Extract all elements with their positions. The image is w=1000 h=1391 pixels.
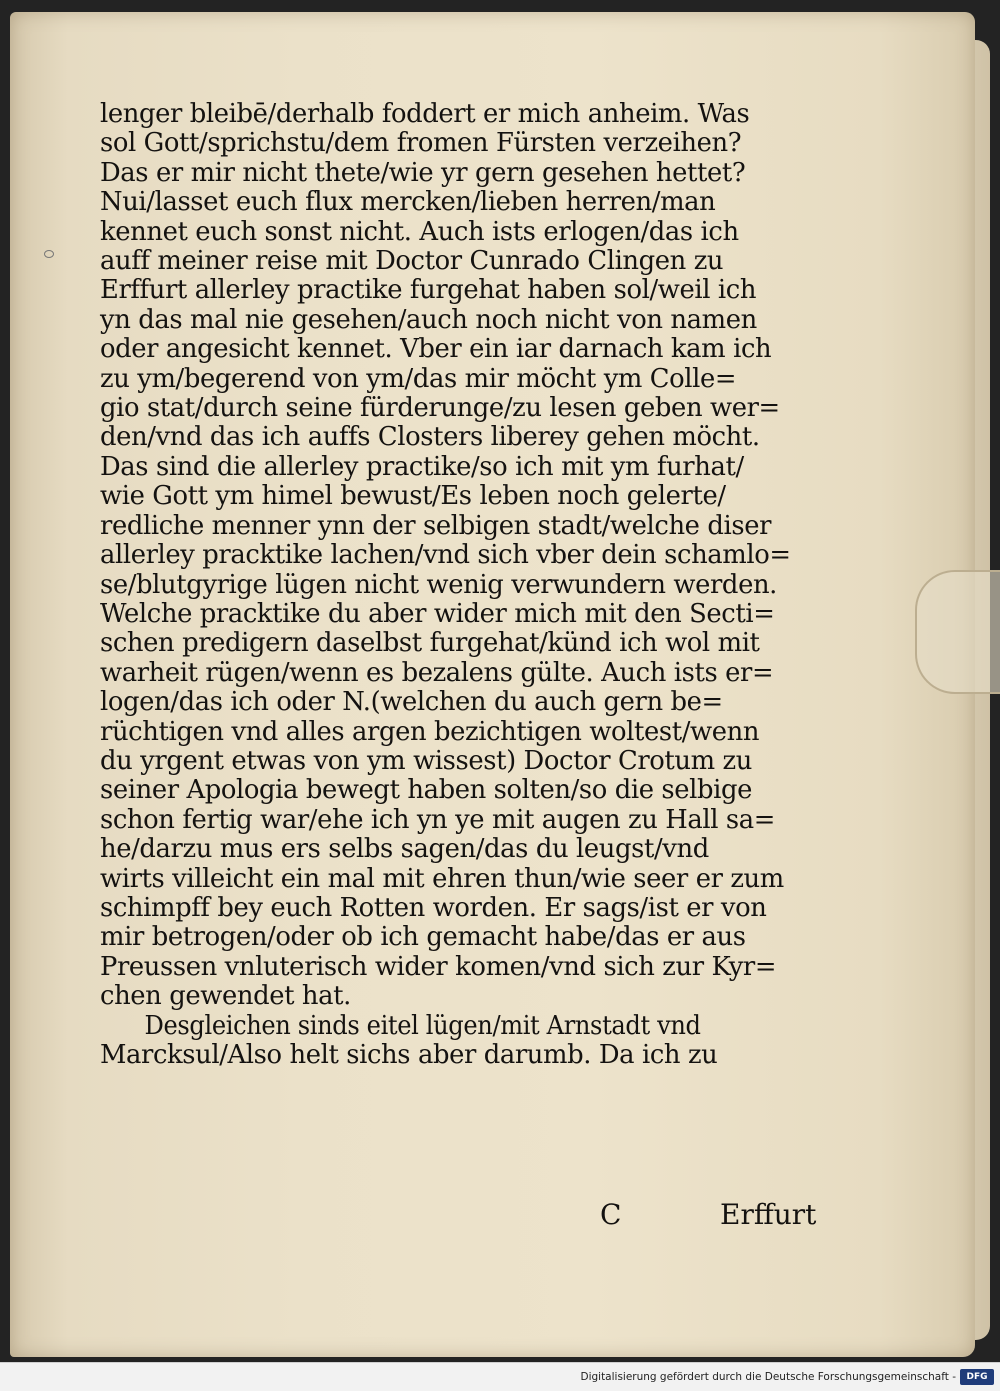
funding-notice: Digitalisierung gefördert durch die Deutsche Forschungsgemeinschaft -	[580, 1371, 956, 1383]
page-text	[100, 100, 835, 1070]
text-line: Das er mir nicht thete/wie yr gern gesehen hettet?	[100, 157, 746, 188]
text-line: Das sind die allerley practike/so ich mit ym furhat/	[100, 451, 744, 482]
text-line: rüchtigen vnd alles argen bezichtigen woltest/wenn	[100, 716, 760, 747]
text-line: Preussen vnluterisch wider komen/vnd sich zur Kyr=	[100, 951, 777, 982]
text-line: gio stat/durch seine fürderunge/zu lesen geben wer=	[100, 393, 780, 424]
page-clip-tab	[915, 570, 1000, 694]
text-line: redliche menner ynn der selbigen stadt/welche diser	[100, 510, 772, 541]
text-line: du yrgent etwas von ym wissest) Doctor Crotum zu	[100, 745, 752, 776]
text-line: Welche pracktike du aber wider mich mit den Secti=	[100, 598, 775, 629]
viewer-footer	[0, 1362, 1000, 1391]
text-line: schon fertig war/ehe ich yn ye mit augen zu Hall sa=	[100, 804, 776, 835]
text-line: allerley pracktike lachen/vnd sich vber dein schamlo=	[100, 540, 791, 571]
text-line: oder angesicht kennet. Vber ein iar darnach kam ich	[100, 334, 772, 365]
text-line: chen gewendet hat.	[100, 981, 351, 1012]
text-line: warheit rügen/wenn es bezalens gülte. Auch ists er=	[100, 657, 774, 688]
text-line: seiner Apologia bewegt haben solten/so die selbige	[100, 775, 753, 806]
text-line: wie Gott ym himel bewust/Es leben noch gelerte/	[100, 481, 726, 512]
text-line: logen/das ich oder N.(welchen du auch gern be=	[100, 687, 723, 718]
text-line: schen predigern daselbst furgehat/künd ich wol mit	[100, 628, 760, 659]
text-line: den/vnd das ich auffs Closters liberey gehen möcht.	[100, 422, 760, 453]
catchword: Erffurt	[720, 1198, 817, 1231]
text-line: mir betrogen/oder ob ich gemacht habe/das er aus	[100, 922, 746, 953]
text-line: yn das mal nie gesehen/auch noch nicht von namen	[100, 304, 757, 335]
text-line: Erffurt allerley practike furgehat haben sol/weil ich	[100, 275, 757, 306]
text-line: lenger bleibē/derhalb foddert er mich anheim. Was	[100, 99, 750, 129]
text-line: sol Gott/sprichstu/dem fromen Fürsten verzeihen?	[100, 128, 742, 159]
text-line: zu ym/begerend von ym/das mir möcht ym Colle=	[100, 363, 737, 394]
signature-mark: C	[600, 1198, 622, 1231]
text-line: kennet euch sonst nicht. Auch ists erlogen/das ich	[100, 216, 739, 247]
text-line: se/blutgyrige lügen nicht wenig verwundern werden.	[100, 569, 778, 600]
page-footer-marks	[600, 1198, 840, 1238]
paper-speck	[44, 250, 54, 258]
text-line: auff meiner reise mit Doctor Cunrado Clingen zu	[100, 246, 724, 277]
dfg-logo: DFG	[960, 1369, 994, 1385]
text-line: Marcksul/Also helt sichs aber darumb. Da ich zu	[100, 1040, 718, 1070]
text-line: Desgleichen sinds eitel lügen/mit Arnstadt vnd	[144, 1010, 701, 1041]
text-line: wirts villeicht ein mal mit ehren thun/wie seer er zum	[100, 863, 784, 894]
text-line: Nui/lasset euch flux mercken/lieben herren/man	[100, 187, 716, 218]
text-line: schimpff bey euch Rotten worden. Er sags/ist er von	[100, 892, 767, 923]
text-line: he/darzu mus ers selbs sagen/das du leugst/vnd	[100, 834, 709, 865]
